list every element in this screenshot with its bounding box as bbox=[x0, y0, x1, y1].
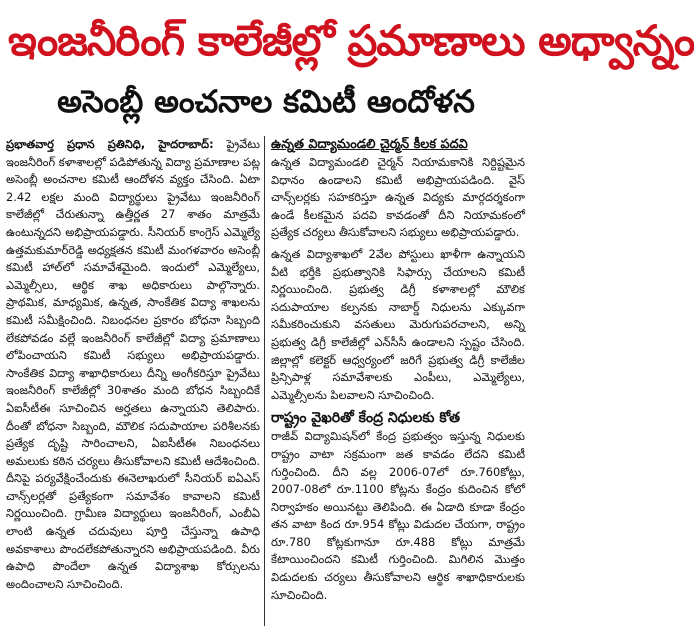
section2-title: రాష్ట్రం వైఖరితో కేంద్ర నిధులకు కోత bbox=[271, 410, 460, 427]
left-article-paragraph bbox=[6, 136, 260, 593]
headline: ఇంజనీరింగ్ కాలేజీల్లో ప్రమాణాలు అధ్వాన్నం bbox=[8, 16, 694, 65]
section1-body-2: ఉన్నత విద్యాశాఖలో 2వేల పోస్టులు ఖాళీగా ఉన్నాయని వీటి భర్తీకి ప్రభుత్వానికి సిఫార్సు చేయాలని కమిటీ నిర్ణయించింది. ప్రభుత్వ డిగ్రీ కళాశాలల్లో మౌలిక సదుపాయాల కల్పనకు నాబార్డ్ నిధులను ఎక్కువగా సమీకరించుకుని వసతులు మెరుగుపరచాలని, అన్ని ప్రభుత్వ డిగ్రీ కాలేజీల్లో ఎన్‌సీసీ ఉండాలని స్పష్టం చేసింది. జిల్లాల్లో కలెక్టర్ ఆధ్వర్యంలో జరిగే ప్రభుత్వ డిగ్రీ కాలేజీల ప్రిన్సిపాళ్ల సమావేశాలకు ఎంపీలు, ఎమ్మెల్యేలు, ఎమ్మెల్సీలను పిలవాలని సూచించింది. bbox=[271, 246, 525, 402]
section2-body: రాజీవ్ విద్యామిషన్‌లో కేంద్ర ప్రభుత్వం ఇస్తున్న నిధులకు రాష్ట్రం వాటా సక్రమంగా జత కావడం లేదని కమిటీ గుర్తించింది. దీని వల్ల 2006-07లో రూ.760కోట్లు, 2007-08లో రూ.1100 కోట్లను కేంద్రం కుదించిన కోలో నిర్వాహకం అయినట్టు తెలిపింది. ఈ ఏడాది కూడా కేంద్రం తన వాటా కింద రూ.954 కోట్లు విడుదల చేయగా, రాష్ట్రం రూ.780 కోట్లకుగానూ రూ.488 కోట్లు మాత్రమే కేటాయించిందని కమిటీ గుర్తించింది. మిగిలిన మొత్తం విడుదలకు చర్యలు తీసుకోవాలని ఆర్థిక శాఖాధికారులకు సూచించింది. bbox=[271, 429, 525, 602]
section1-body-1: ఉన్నత విద్యామండలి చైర్మన్ నియామకానికి నిర్దిష్టమైన విధానం ఉండాలని కమిటీ అభిప్రాయపడింది. వైస్ చాన్స్‌లర్లకు సహకరిస్తూ ఉన్నత విద్యకు మార్గదర్శకంగా ఉండే కీలకమైన పదవి కావడంతో దీని నియామకంలో ప్రత్యేక చర్యలు తీసుకోవాలని సభ్యులు అభిప్రాయపడ్డారు. bbox=[271, 155, 525, 240]
left-column bbox=[6, 136, 260, 628]
right-column bbox=[271, 136, 525, 628]
dateline: ప్రభాతవార్త ప్రధాన ప్రతినిధి, హైదరాబాద్: bbox=[6, 137, 214, 151]
left-article-body: ప్రైవేటు ఇంజనీరింగ్ కళాశాలల్లో పడిపోతున్న విద్యా ప్రమాణాల పట్ల అసెంబ్లీ అంచనాల కమిటీ ఆందోళన వ్యక్తం చేసింది. ఏటా 2.42 లక్షల మంది విద్యార్థులు ప్రైవేటు ఇంజనీరింగ్ కాలేజీల్లో చేరుతున్నా ఉత్తీర్ణత 27 శాతం మాత్రమే ఉంటున్నదని అభిప్రాయపడ్డారు. సీనియర్ కాంగ్రెస్ ఎమ్మెల్యే ఉత్తమకుమార్‌రెడ్డి అధ్యక్షతన కమిటీ మంగళవారం అసెంబ్లీ కమిటీ హాల్‌లో సమావేశమైంది. ఇందులో ఎమ్మెల్యేలు, ఎమ్మెల్సీలు, ఆర్థిక శాఖ అధికారులు పాల్గొన్నారు. ప్రాథమిక, మాధ్యమిక, ఉన్నత, సాంకేతిక విద్యా శాఖలను కమిటీ సమీక్షించింది. నిబంధనల ప్రకారం బోధనా సిబ్బంది లేకపోవడం వల్లే ఇంజనీరింగ్ కాలేజీల్లో విద్యా ప్రమాణాలు లోపించాయని కమిటీ సభ్యులు అభిప్రాయపడ్డారు. సాంకేతిక విద్యా శాఖాధికారులు దీన్ని అంగీకరిస్తూ ప్రైవేటు ఇంజనీరింగ్ కాలేజీల్లో 30శాతం మంది బోధన సిబ్బందికే ఏఐసీటీఈ సూచించిన అర్హతలు ఉన్నాయని తెలిపారు. దీంతో బోధనా సిబ్బంది, మౌలిక సదుపాయాల పరిశీలనకు ప్రత్యేక దృష్టి సారించాలని, ఏఐసీటీఈ నిబంధనలు అమలుకు కఠిన చర్యలు తీసుకోవాలని కమిటీ ఆదేశించింది. దీనిపై పర్యవేక్షించేందుకు ఈనెలాఖరులో సీనియర్ ఐఏఎస్ చాన్స్‌లర్లతో ప్రత్యేకంగా సమావేశం కావాలని కమిటీ నిర్ణయించింది. గ్రామీణ విద్యార్థులు ఇంజనీరింగ్, ఎంబీఏ లాంటి ఉన్నత చదువులు పూర్తి చేస్తున్నా ఉపాధి అవకాశాలు పొందలేకపోతున్నారని అభిప్రాయపడింది. వీరు ఉపాధి పొందేలా ఉన్నత విద్యాశాఖ కోర్సులను అందించాలని సూచించింది. bbox=[6, 137, 260, 591]
column-divider bbox=[264, 136, 265, 626]
section1-title: ఉన్నత విద్యామండలి చైర్మన్ కీలక పదవి bbox=[271, 137, 468, 152]
subheadline: అసెంబ్లీ అంచనాల కమిటీ ఆందోళన bbox=[57, 84, 475, 120]
